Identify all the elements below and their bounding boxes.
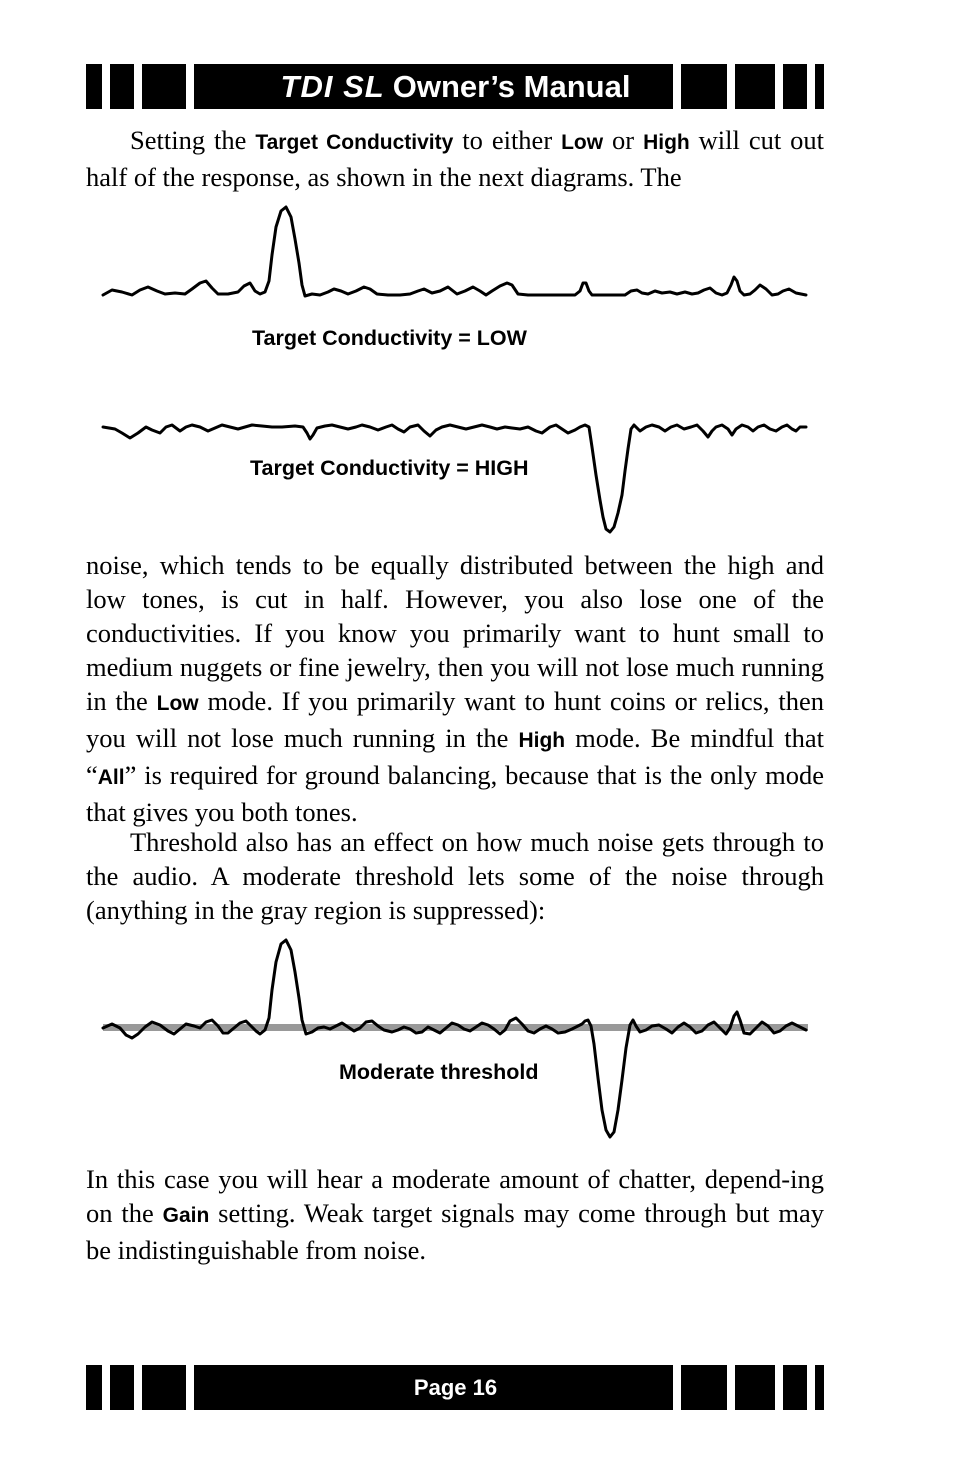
text-run: mode. If you primarily want to hunt coins or relics, then you will not lose much running in the <box>86 686 824 753</box>
text-run: Threshold also has an effect on how much noise gets through to the audio. A moderate threshold lets some of the noise through (anything in the gray region is suppressed): <box>86 827 824 925</box>
keyword-gain: Gain <box>162 1204 210 1227</box>
keyword-low: Low <box>156 692 199 715</box>
header-block <box>681 64 727 109</box>
header-block <box>86 64 102 109</box>
header-block <box>142 64 186 109</box>
caption-threshold: Moderate threshold <box>339 1060 539 1084</box>
keyword-target-conductivity: Target Conductivity <box>255 131 454 154</box>
keyword-low: Low <box>561 131 604 154</box>
caption-low: Target Conductivity = LOW <box>252 326 527 350</box>
footer-block <box>194 1365 238 1410</box>
paragraph-chatter <box>86 1162 824 1267</box>
waveform-threshold-diagram <box>0 930 954 1150</box>
footer-bar <box>86 1365 824 1410</box>
text-run: will cut out half of the response, as shown in the next diagrams. The <box>86 125 825 192</box>
waveform-low-line <box>103 207 806 296</box>
page-number: Page 16 <box>413 1374 498 1400</box>
page-header-title <box>238 64 673 109</box>
text-run: or <box>603 125 644 155</box>
footer-block <box>110 1365 134 1410</box>
header-bar <box>86 64 824 109</box>
caption-high: Target Conductivity = HIGH <box>250 456 529 480</box>
paragraph-threshold <box>86 825 824 927</box>
header-block <box>815 64 824 109</box>
text-run: noise, which tends to be equally distributed between the high and low tones, is cut in half. However, you also lose one of the conductivities. If you know you primarily want to hunt small to medium nuggets or fine jewelry, then you will not lose much running in the <box>86 550 824 716</box>
waveform-threshold-line <box>103 940 806 1137</box>
text-run: to either <box>453 125 562 155</box>
brand-name: TDI SL <box>280 68 385 104</box>
header-block <box>110 64 134 109</box>
keyword-high: High <box>518 729 566 752</box>
keyword-high: High <box>643 131 690 154</box>
manual-title: Owner’s Manual <box>392 68 631 104</box>
header-block <box>194 64 238 109</box>
keyword-all: All <box>97 766 125 789</box>
footer-block <box>783 1365 807 1410</box>
footer-block <box>681 1365 727 1410</box>
paragraph-intro <box>86 123 824 194</box>
paragraph-noise <box>86 548 824 829</box>
footer-block <box>815 1365 824 1410</box>
footer-block <box>86 1365 102 1410</box>
text-run: mode. Be mindful that “ <box>86 723 825 790</box>
footer-block <box>735 1365 775 1410</box>
header-block <box>783 64 807 109</box>
footer-block <box>142 1365 186 1410</box>
header-block <box>735 64 775 109</box>
text-run: setting. Weak target signals may come through but may be indistinguishable from noise. <box>86 1198 825 1265</box>
text-run: ” is required for ground balancing, because that is the only mode that gives you both tones. <box>86 760 824 827</box>
text-run: In this case you will hear a moderate amount of chatter, depend-ing on the <box>86 1164 824 1228</box>
text-run: Setting the <box>130 125 256 155</box>
